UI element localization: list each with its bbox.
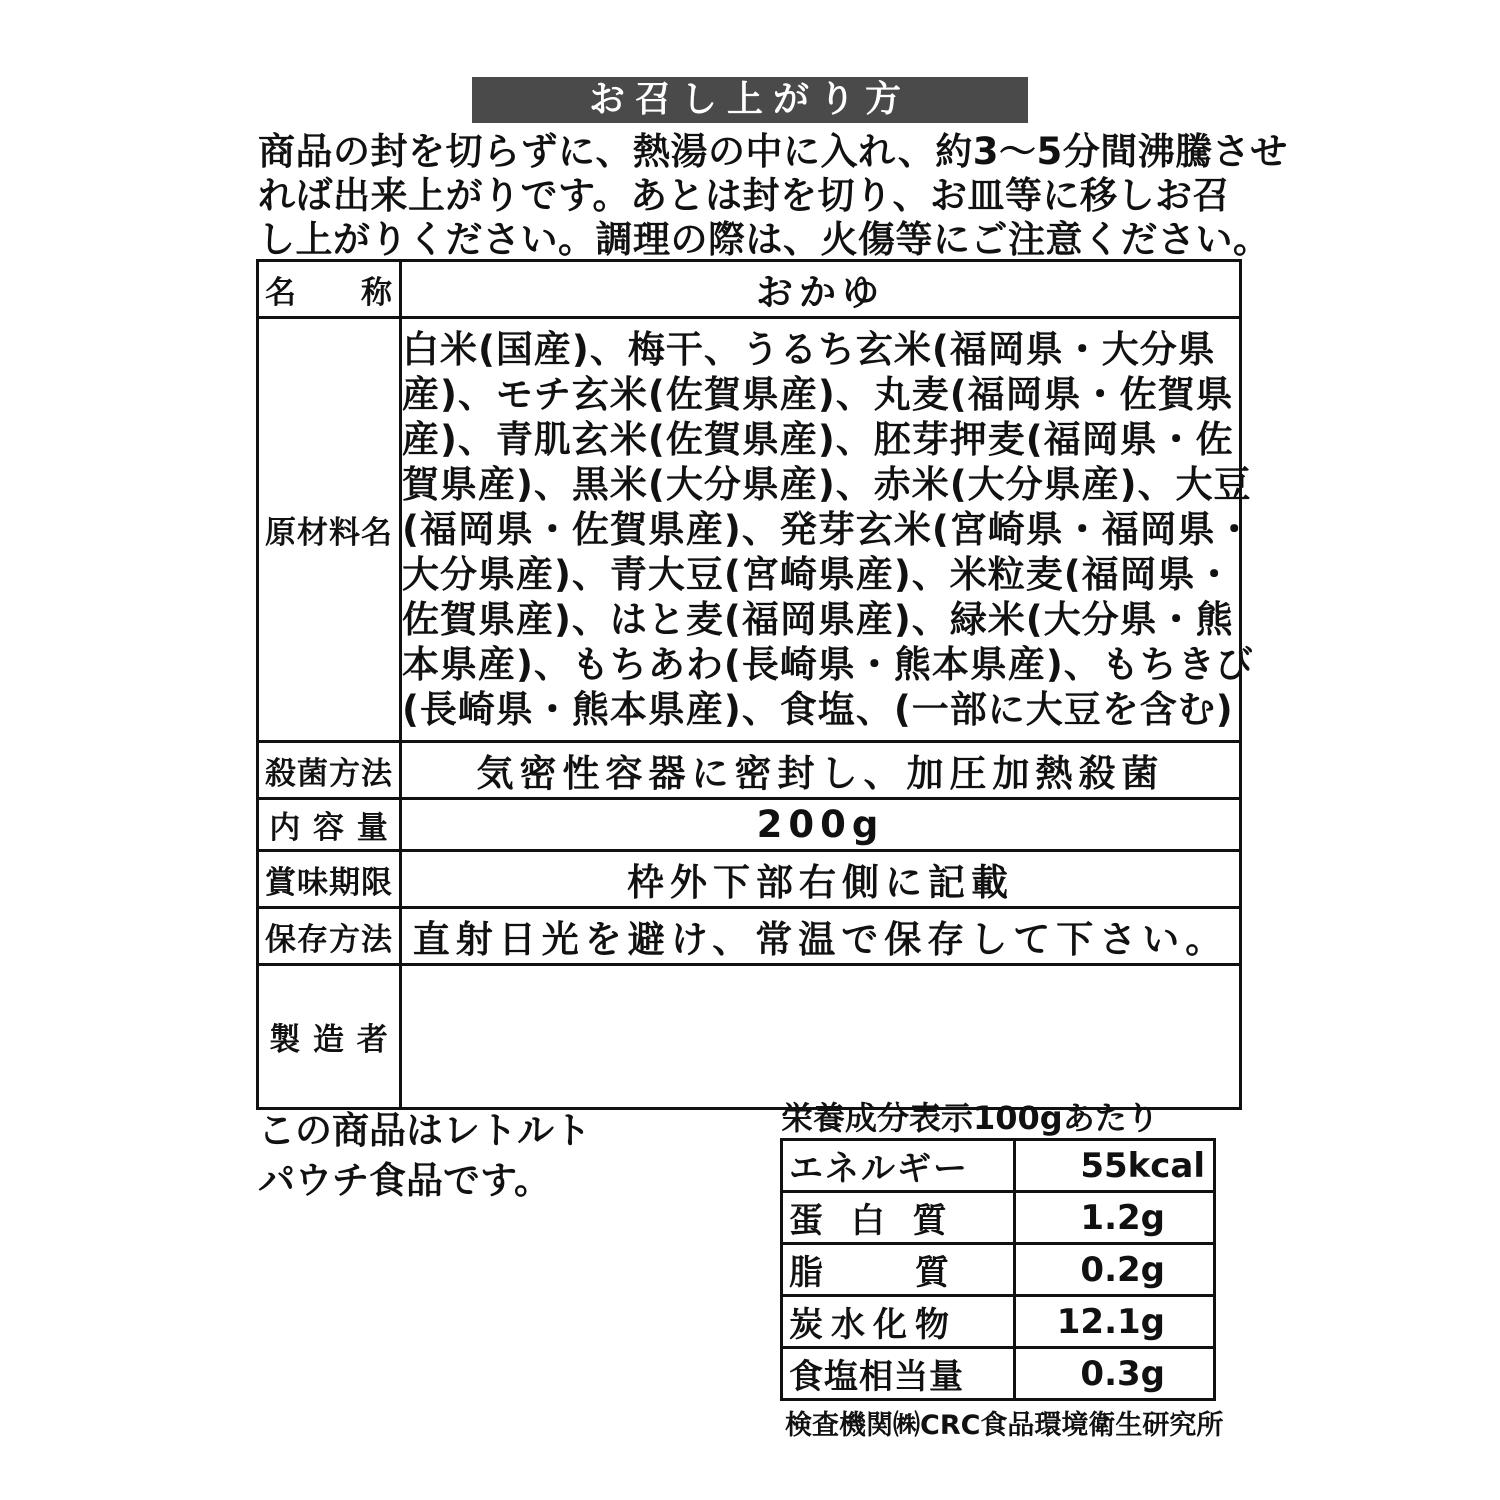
manufacturer-key: 製 造 者 — [258, 965, 401, 1109]
cooking-instructions — [258, 130, 1288, 262]
ingredients-line: 賀県産)、黒米(大分県産)、赤米(大分県産)、大豆 — [402, 463, 1252, 506]
ingredients-key: 原材料名 — [258, 318, 401, 742]
manufacturer-value — [401, 965, 1241, 1109]
retort-note-line: この商品はレトルト — [258, 1109, 591, 1152]
testing-lab: 検査機関㈱CRC食品環境衛生研究所 — [785, 1410, 1224, 1441]
name-value: おかゆ — [401, 261, 1241, 318]
nutrition-table — [780, 1138, 1216, 1401]
instructions-title: お召し上がり方 — [472, 77, 1028, 123]
sterilization-value: 気密性容器に密封し、加圧加熱殺菌 — [401, 742, 1241, 799]
nutrition-name: 食塩相当量 — [782, 1348, 1015, 1400]
nutrition-name: 蛋 白 質 — [782, 1192, 1015, 1244]
label-row-sterilization — [258, 742, 1241, 799]
content-key: 内 容 量 — [258, 799, 401, 851]
instruction-line: 商品の封を切らずに、熱湯の中に入れ、約3〜5分間沸騰させ — [258, 130, 1288, 173]
label-row-content — [258, 799, 1241, 851]
ingredients-line: 本県産)、もちあわ(長崎県・熊本県産)、もちきび — [402, 643, 1254, 686]
nutrition-row — [782, 1244, 1215, 1296]
best-before-key: 賞味期限 — [258, 851, 401, 908]
nutrition-row — [782, 1348, 1215, 1400]
nutrition-name: 脂 質 — [782, 1244, 1015, 1296]
label-row-ingredients — [258, 318, 1241, 742]
nutrition-row — [782, 1140, 1215, 1192]
nutrition-name: 炭水化物 — [782, 1296, 1015, 1348]
ingredients-line: 大分県産)、青大豆(宮崎県産)、米粒麦(福岡県・ — [402, 553, 1234, 596]
best-before-value: 枠外下部右側に記載 — [401, 851, 1241, 908]
ingredients-value — [401, 318, 1254, 742]
nutrition-value: 55kcal — [1015, 1140, 1215, 1192]
nutrition-row — [782, 1296, 1215, 1348]
label-row-name — [258, 261, 1241, 318]
label-row-storage — [258, 908, 1241, 965]
nutrition-row — [782, 1192, 1215, 1244]
ingredients-line: 白米(国産)、梅干、うるち玄米(福岡県・大分県 — [402, 328, 1216, 371]
storage-value: 直射日光を避け、常温で保存して下さい。 — [401, 908, 1241, 965]
nutrition-value: 12.1g — [1015, 1296, 1215, 1348]
nutrition-value: 0.3g — [1015, 1348, 1215, 1400]
ingredients-line: (福岡県・佐賀県産)、発芽玄米(宮崎県・福岡県・ — [402, 508, 1254, 551]
product-label-table — [256, 259, 1254, 1110]
ingredients-line: 佐賀県産)、はと麦(福岡県産)、緑米(大分県・熊 — [402, 598, 1234, 641]
nutrition-heading: 栄養成分表示100gあたり — [781, 1099, 1159, 1137]
instruction-line: れば出来上がりです。あとは封を切り、お皿等に移しお召 — [258, 174, 1231, 217]
label-row-manufacturer — [258, 965, 1241, 1109]
nutrition-value: 1.2g — [1015, 1192, 1215, 1244]
label-row-best-before — [258, 851, 1241, 908]
nutrition-value: 0.2g — [1015, 1244, 1215, 1296]
ingredients-line: (長崎県・熊本県産)、食塩、(一部に大豆を含む) — [402, 688, 1234, 731]
name-key: 名 称 — [258, 261, 401, 318]
ingredients-line: 産)、青肌玄米(佐賀県産)、胚芽押麦(福岡県・佐 — [402, 418, 1234, 461]
instruction-line: し上がりください。調理の際は、火傷等にご注意ください。 — [258, 218, 1271, 261]
retort-note-line: パウチ食品です。 — [258, 1159, 552, 1202]
sterilization-key: 殺菌方法 — [258, 742, 401, 799]
content-value: 200g — [401, 799, 1241, 851]
retort-note — [258, 1106, 591, 1206]
storage-key: 保存方法 — [258, 908, 401, 965]
nutrition-name: エネルギー — [782, 1140, 1015, 1192]
ingredients-line: 産)、モチ玄米(佐賀県産)、丸麦(福岡県・佐賀県 — [402, 373, 1234, 416]
